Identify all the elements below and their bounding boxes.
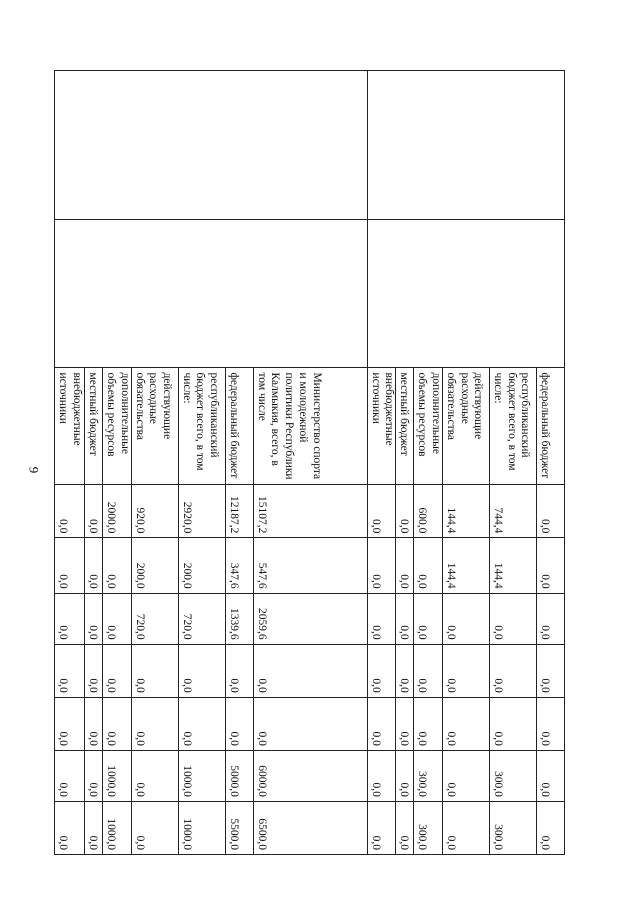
value-cell: 0,0 <box>85 644 103 697</box>
value-cell: 0,0 <box>225 697 253 750</box>
value-cell: 0,0 <box>396 644 414 697</box>
value-cell: 744,4 <box>490 485 537 538</box>
value-cell: 0,0 <box>253 697 367 750</box>
value-cell: 0,0 <box>443 801 490 854</box>
value-cell: 0,0 <box>537 644 565 697</box>
row-label: местный бюджет <box>396 368 414 485</box>
value-cell: 0,0 <box>85 485 103 538</box>
value-cell: 1000,0 <box>103 750 132 801</box>
value-cell: 0,0 <box>55 801 85 854</box>
value-cell: 0,0 <box>55 593 85 644</box>
blank-cell-b <box>367 219 564 368</box>
value-cell: 0,0 <box>131 697 178 750</box>
value-cell: 0,0 <box>103 593 132 644</box>
value-cell: 0,0 <box>537 538 565 593</box>
row-label: действующие расходные обязательства <box>131 368 178 485</box>
blank-cell-a <box>367 71 564 220</box>
value-cell: 300,0 <box>414 750 443 801</box>
value-cell: 15107,2 <box>253 485 367 538</box>
value-cell: 0,0 <box>103 644 132 697</box>
value-cell: 0,0 <box>443 593 490 644</box>
value-cell: 0,0 <box>414 538 443 593</box>
value-cell: 0,0 <box>367 485 396 538</box>
value-cell: 144,4 <box>443 485 490 538</box>
value-cell: 0,0 <box>443 644 490 697</box>
value-cell: 5000,0 <box>225 750 253 801</box>
row-label: внебюджетные источники <box>55 368 85 485</box>
value-cell: 0,0 <box>396 750 414 801</box>
value-cell: 0,0 <box>490 697 537 750</box>
value-cell: 0,0 <box>367 801 396 854</box>
table-row <box>537 71 565 855</box>
value-cell: 0,0 <box>396 697 414 750</box>
row-label: федеральный бюджет <box>537 368 565 485</box>
value-cell: 200,0 <box>131 538 178 593</box>
row-label: федеральный бюджет <box>225 368 253 485</box>
value-cell: 0,0 <box>443 697 490 750</box>
value-cell: 720,0 <box>178 593 225 644</box>
value-cell: 0,0 <box>131 644 178 697</box>
value-cell: 300,0 <box>414 801 443 854</box>
value-cell: 0,0 <box>537 593 565 644</box>
value-cell: 720,0 <box>131 593 178 644</box>
value-cell: 5500,0 <box>225 801 253 854</box>
value-cell: 0,0 <box>178 697 225 750</box>
value-cell: 920,0 <box>131 485 178 538</box>
row-label: местный бюджет <box>85 368 103 485</box>
row-label: дополнительные объемы ресурсов <box>414 368 443 485</box>
value-cell: 0,0 <box>490 593 537 644</box>
value-cell: 0,0 <box>85 538 103 593</box>
value-cell: 0,0 <box>537 801 565 854</box>
value-cell: 0,0 <box>414 593 443 644</box>
row-label: внебюджетные источники <box>367 368 396 485</box>
value-cell: 2059,6 <box>253 593 367 644</box>
value-cell: 0,0 <box>103 538 132 593</box>
value-cell: 6500,0 <box>253 801 367 854</box>
value-cell: 300,0 <box>490 801 537 854</box>
value-cell: 1000,0 <box>103 801 132 854</box>
row-label: республиканский бюджет всего, в том числе: <box>178 368 225 485</box>
value-cell: 200,0 <box>178 538 225 593</box>
budget-table-container <box>55 70 565 855</box>
value-cell: 0,0 <box>253 644 367 697</box>
value-cell: 1000,0 <box>178 750 225 801</box>
value-cell: 0,0 <box>85 593 103 644</box>
value-cell: 144,4 <box>443 538 490 593</box>
value-cell: 0,0 <box>490 644 537 697</box>
value-cell: 12187,2 <box>225 485 253 538</box>
value-cell: 0,0 <box>367 750 396 801</box>
value-cell: 0,0 <box>55 538 85 593</box>
value-cell: 1000,0 <box>178 801 225 854</box>
value-cell: 0,0 <box>396 801 414 854</box>
value-cell: 6000,0 <box>253 750 367 801</box>
value-cell: 0,0 <box>414 697 443 750</box>
value-cell: 0,0 <box>131 750 178 801</box>
value-cell: 0,0 <box>396 538 414 593</box>
value-cell: 0,0 <box>55 697 85 750</box>
row-label: Министерство спорта и молодежной политики Республики Калмыкия, всего, в том числе <box>253 368 367 485</box>
value-cell: 0,0 <box>414 644 443 697</box>
value-cell: 300,0 <box>490 750 537 801</box>
value-cell: 0,0 <box>367 538 396 593</box>
value-cell: 0,0 <box>367 644 396 697</box>
row-label: действующие расходные обязательства <box>443 368 490 485</box>
row-label: республиканский бюджет всего, в том числе: <box>490 368 537 485</box>
value-cell: 0,0 <box>85 697 103 750</box>
value-cell: 0,0 <box>131 801 178 854</box>
row-label: дополнительные объемы ресурсов <box>103 368 132 485</box>
value-cell: 144,4 <box>490 538 537 593</box>
value-cell: 0,0 <box>85 750 103 801</box>
value-cell: 0,0 <box>225 644 253 697</box>
value-cell: 0,0 <box>55 750 85 801</box>
value-cell: 1339,6 <box>225 593 253 644</box>
value-cell: 600,0 <box>414 485 443 538</box>
table-row <box>253 71 367 855</box>
page-number: 9 <box>26 466 42 474</box>
blank-cell-a <box>55 71 368 220</box>
value-cell: 0,0 <box>178 644 225 697</box>
value-cell: 0,0 <box>396 485 414 538</box>
value-cell: 0,0 <box>55 644 85 697</box>
value-cell: 347,6 <box>225 538 253 593</box>
value-cell: 0,0 <box>85 801 103 854</box>
value-cell: 547,6 <box>253 538 367 593</box>
value-cell: 0,0 <box>367 593 396 644</box>
value-cell: 0,0 <box>367 697 396 750</box>
value-cell: 0,0 <box>537 750 565 801</box>
budget-table <box>54 70 565 855</box>
value-cell: 2920,0 <box>178 485 225 538</box>
value-cell: 0,0 <box>537 485 565 538</box>
value-cell: 0,0 <box>396 593 414 644</box>
value-cell: 0,0 <box>537 697 565 750</box>
value-cell: 0,0 <box>103 697 132 750</box>
value-cell: 0,0 <box>443 750 490 801</box>
blank-cell-b <box>55 219 368 368</box>
value-cell: 0,0 <box>55 485 85 538</box>
value-cell: 2000,0 <box>103 485 132 538</box>
